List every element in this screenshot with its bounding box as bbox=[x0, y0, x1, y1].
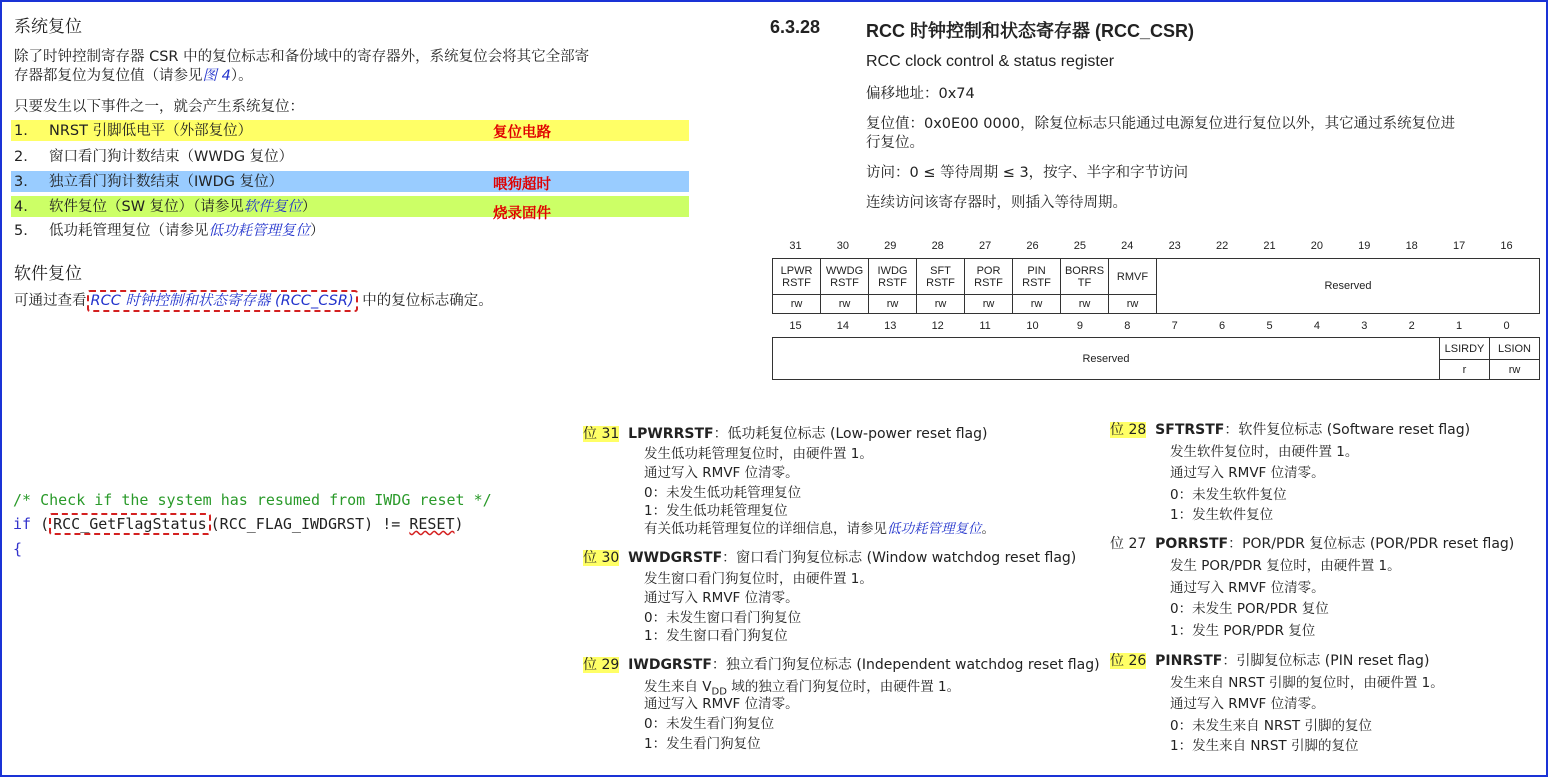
heading-system-reset: 系统复位 bbox=[14, 17, 82, 37]
field-lpwrrstf: LPWR RSTF bbox=[773, 259, 821, 295]
code-comment: /* Check if the system has resumed from IWDG reset */ bbox=[13, 491, 492, 509]
bit29-header: 位 29 IWDGRSTF：独立看门狗复位标志 (Independent watchdog reset flag) bbox=[583, 657, 1100, 673]
bit-number: 25 bbox=[1073, 240, 1087, 252]
access-cell: rw bbox=[1490, 360, 1540, 380]
bit31-desc: 发生低功耗管理复位时，由硬件置 1。 bbox=[644, 446, 873, 462]
reset-value-line-2: 行复位。 bbox=[866, 135, 924, 151]
function-name[interactable]: RCC_GetFlagStatus bbox=[49, 513, 211, 535]
bit26-desc: 1：发生来自 NRST 引脚的复位 bbox=[1170, 738, 1359, 754]
field-lsion: LSION bbox=[1490, 338, 1540, 360]
bit-number: 4 bbox=[1313, 320, 1320, 332]
bit30-desc: 发生窗口看门狗复位时，由硬件置 1。 bbox=[644, 571, 873, 587]
bit-number: 2 bbox=[1408, 320, 1415, 332]
access-cell: rw bbox=[869, 295, 917, 314]
field-wwdgrstf: WWDG RSTF bbox=[821, 259, 869, 295]
bit-number: 13 bbox=[884, 320, 897, 332]
bit-number: 11 bbox=[979, 320, 991, 332]
field-pinrstf: PIN RSTF bbox=[1013, 259, 1061, 295]
software-reset-text: 可通过查看 RCC 时钟控制和状态寄存器 (RCC_CSR) 中的复位标志确定。 bbox=[14, 291, 493, 311]
bit-number: 20 bbox=[1310, 240, 1324, 252]
bit29-desc: 0：未发生看门狗复位 bbox=[644, 716, 775, 732]
bit-number: 26 bbox=[1026, 240, 1039, 252]
bit-number: 27 bbox=[978, 240, 992, 252]
low-power-reset-link[interactable]: 低功耗管理复位 bbox=[887, 521, 982, 537]
field-borrstf: BORRS TF bbox=[1061, 259, 1109, 295]
bit-number: 22 bbox=[1215, 240, 1229, 252]
bit28-desc: 1：发生软件复位 bbox=[1170, 507, 1274, 523]
event-text: NRST 引脚低电平（外部复位） bbox=[49, 123, 253, 139]
bit-number: 31 bbox=[789, 240, 802, 252]
access-cell: rw bbox=[1013, 295, 1061, 314]
event-item: 3. bbox=[14, 174, 28, 190]
register-title: RCC 时钟控制和状态寄存器 (RCC_CSR) bbox=[866, 21, 1194, 41]
bit27-header: 位 27 PORRSTF：POR/PDR 复位标志 (POR/PDR reset flag) bbox=[1110, 536, 1515, 552]
field-reserved-high: Reserved bbox=[1157, 259, 1540, 314]
bit30-header: 位 30 WWDGRSTF：窗口看门狗复位标志 (Window watchdog reset flag) bbox=[583, 550, 1077, 566]
intro-line-2: 存器都复位为复位值（请参见图 4）。 bbox=[14, 68, 253, 84]
bit-number: 19 bbox=[1358, 240, 1371, 252]
heading-software-reset: 软件复位 bbox=[14, 264, 82, 284]
access-info: 访问：0 ≤ 等待周期 ≤ 3，按字、半字和字节访问 bbox=[866, 165, 1189, 181]
bit26-desc: 通过写入 RMVF 位清零。 bbox=[1170, 696, 1325, 712]
software-reset-link[interactable]: 软件复位 bbox=[243, 199, 302, 215]
figure-4-link[interactable]: 图 4 bbox=[202, 68, 231, 84]
event-text: 独立看门狗计数结束（IWDG 复位） bbox=[49, 174, 284, 190]
field-lsirdy: LSIRDY bbox=[1440, 338, 1490, 360]
bit26-desc: 0：未发生来自 NRST 引脚的复位 bbox=[1170, 718, 1372, 734]
bit28-header: 位 28 SFTRSTF：软件复位标志 (Software reset flag) bbox=[1110, 422, 1471, 438]
bit-number: 9 bbox=[1076, 320, 1083, 332]
register-table-low bbox=[772, 337, 1540, 380]
register-subtitle: RCC clock control & status register bbox=[866, 53, 1115, 70]
register-table-high bbox=[772, 258, 1540, 314]
reset-value-line-1: 复位值：0x0E00 0000，除复位标志只能通过电源复位进行复位以外，其它通过系统复位进 bbox=[866, 116, 1456, 132]
field-sftrstf: SFT RSTF bbox=[917, 259, 965, 295]
field-porrstf: POR RSTF bbox=[965, 259, 1013, 295]
code-if-line: if ( RCC_GetFlagStatus (RCC_FLAG_IWDGRST) != RESET) bbox=[13, 515, 464, 533]
bit-number: 16 bbox=[1500, 240, 1513, 252]
bit27-desc: 1：发生 POR/PDR 复位 bbox=[1170, 623, 1316, 639]
event-text: 软件复位（SW 复位）（请参见软件复位） bbox=[49, 199, 317, 215]
bit30-desc: 通过写入 RMVF 位清零。 bbox=[644, 590, 799, 606]
access-cell: rw bbox=[773, 295, 821, 314]
bit-number: 3 bbox=[1361, 320, 1368, 332]
low-power-reset-link[interactable]: 低功耗管理复位 bbox=[208, 223, 310, 239]
bit31-desc: 1：发生低功耗管理复位 bbox=[644, 503, 788, 519]
bit26-desc: 发生来自 NRST 引脚的复位时，由硬件置 1。 bbox=[1170, 675, 1444, 691]
bit31-desc: 0：未发生低功耗管理复位 bbox=[644, 485, 802, 501]
bit29-desc: 发生来自 $V_{DD}$ 域的独立看门狗复位时，由硬件置 1。 bbox=[644, 679, 961, 698]
bit28-desc: 发生软件复位时，由硬件置 1。 bbox=[1170, 444, 1359, 460]
access-cell: rw bbox=[965, 295, 1013, 314]
bit-number: 7 bbox=[1171, 320, 1178, 332]
offset-address: 偏移地址：0x74 bbox=[866, 86, 975, 102]
event-text: 窗口看门狗计数结束（WWDG 复位） bbox=[49, 149, 294, 165]
bit-number: 18 bbox=[1405, 240, 1418, 252]
bit-number: 14 bbox=[836, 320, 850, 332]
bit27-desc: 通过写入 RMVF 位清零。 bbox=[1170, 580, 1325, 596]
event-item: 2. bbox=[14, 149, 28, 165]
event-note: 复位电路 bbox=[493, 125, 551, 141]
access-cell: rw bbox=[1061, 295, 1109, 314]
consecutive-access: 连续访问该寄存器时，则插入等待周期。 bbox=[866, 195, 1127, 211]
bit-number: 10 bbox=[1026, 320, 1039, 332]
bit27-desc: 0：未发生 POR/PDR 复位 bbox=[1170, 601, 1329, 617]
events-intro: 只要发生以下事件之一，就会产生系统复位： bbox=[14, 99, 304, 115]
bit31-desc: 通过写入 RMVF 位清零。 bbox=[644, 465, 799, 481]
event-item: 4. bbox=[14, 199, 28, 215]
bit31-header: 位 31 LPWRRSTF：低功耗复位标志 (Low-power reset flag) bbox=[583, 426, 988, 442]
access-cell: rw bbox=[917, 295, 965, 314]
bit-number: 8 bbox=[1124, 320, 1131, 332]
field-rmvf: RMVF bbox=[1109, 259, 1157, 295]
event-note: 烧录固件 bbox=[493, 206, 551, 222]
bit30-desc: 1：发生窗口看门狗复位 bbox=[644, 628, 788, 644]
bit28-desc: 0：未发生软件复位 bbox=[1170, 487, 1287, 503]
bit-number: 23 bbox=[1168, 240, 1181, 252]
bit-number: 12 bbox=[931, 320, 944, 332]
bit-number: 0 bbox=[1503, 320, 1510, 332]
field-reserved-low: Reserved bbox=[773, 338, 1440, 380]
bit29-desc: 1：发生看门狗复位 bbox=[644, 736, 761, 752]
access-cell: rw bbox=[1109, 295, 1157, 314]
access-cell: rw bbox=[821, 295, 869, 314]
bit26-header: 位 26 PINRSTF：引脚复位标志 (PIN reset flag) bbox=[1110, 653, 1430, 669]
bit-number: 24 bbox=[1121, 240, 1134, 252]
access-cell: r bbox=[1440, 360, 1490, 380]
bit29-desc: 通过写入 RMVF 位清零。 bbox=[644, 696, 799, 712]
bit-number: 1 bbox=[1456, 320, 1463, 332]
event-note: 喂狗超时 bbox=[493, 177, 551, 193]
bit27-desc: 发生 POR/PDR 复位时，由硬件置 1。 bbox=[1170, 558, 1401, 574]
bit30-desc: 0：未发生窗口看门狗复位 bbox=[644, 610, 802, 626]
section-number: 6.3.28 bbox=[770, 17, 821, 37]
event-item: 5. bbox=[14, 223, 28, 239]
code-brace: { bbox=[13, 540, 23, 558]
bit-number: 5 bbox=[1266, 320, 1273, 332]
bit-number: 6 bbox=[1219, 320, 1226, 332]
rcc-csr-link[interactable]: RCC 时钟控制和状态寄存器 (RCC_CSR) bbox=[87, 290, 358, 312]
event-item: 1. bbox=[14, 123, 28, 139]
intro-line-1: 除了时钟控制寄存器 CSR 中的复位标志和备份域中的寄存器外，系统复位会将其它全部寄 bbox=[14, 49, 590, 65]
bit-number: 15 bbox=[789, 320, 802, 332]
bit-number: 28 bbox=[931, 240, 944, 252]
bit-number: 21 bbox=[1263, 240, 1276, 252]
event-text: 低功耗管理复位（请参见低功耗管理复位） bbox=[49, 223, 325, 239]
bit28-desc: 通过写入 RMVF 位清零。 bbox=[1170, 465, 1325, 481]
field-iwdgrstf: IWDG RSTF bbox=[869, 259, 917, 295]
bit-number: 17 bbox=[1452, 240, 1466, 252]
bit-number: 30 bbox=[836, 240, 850, 252]
bit-number: 29 bbox=[884, 240, 897, 252]
bit31-desc: 有关低功耗管理复位的详细信息，请参见低功耗管理复位。 bbox=[644, 521, 995, 537]
